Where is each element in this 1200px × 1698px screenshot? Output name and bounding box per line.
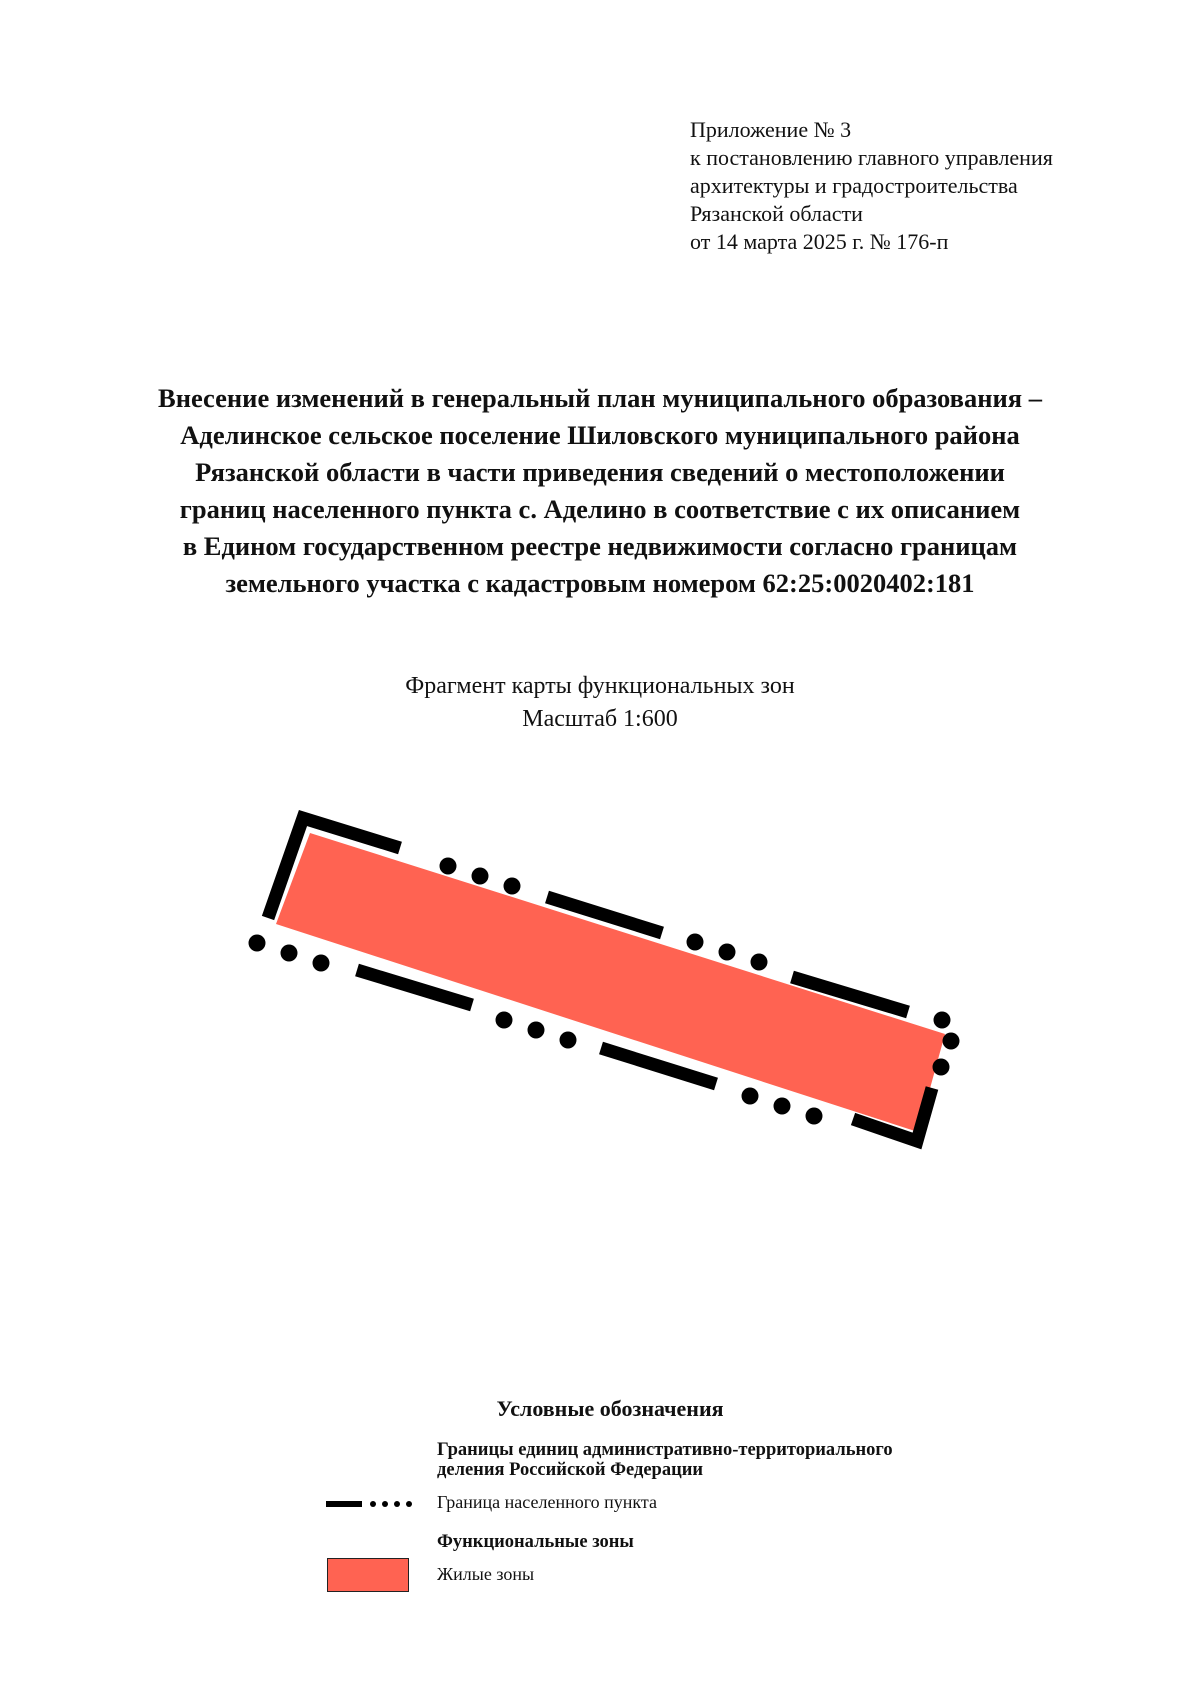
legend-boundary-symbol xyxy=(326,1497,412,1511)
legend-admin-group xyxy=(437,1440,893,1480)
legend-settlement-boundary-label: Граница населенного пункта xyxy=(437,1492,657,1512)
title-line: Внесение изменений в генеральный план муниципального образования – xyxy=(158,383,1042,413)
appendix-header xyxy=(690,116,1053,256)
legend-zones-group: Функциональные зоны xyxy=(437,1532,634,1552)
document-title xyxy=(40,380,1160,602)
appendix-line-number: Приложение № 3 xyxy=(690,117,852,142)
appendix-line-region: Рязанской области xyxy=(690,201,863,226)
title-line: в Едином государственном реестре недвижимости согласно границам xyxy=(182,531,1018,561)
map-subtitle xyxy=(300,670,900,736)
map-name: Фрагмент карты функциональных зон xyxy=(405,673,795,699)
legend-title: Условные обозначения xyxy=(496,1396,724,1421)
functional-zones-map xyxy=(0,780,1200,1200)
map-scale: Масштаб 1:600 xyxy=(522,706,678,732)
legend-admin-group-line: деления Российской Федерации xyxy=(437,1460,704,1480)
legend-admin-group-line: Границы единиц административно-территориального xyxy=(437,1440,893,1460)
legend-residential-label: Жилые зоны xyxy=(437,1564,535,1584)
legend-residential-swatch xyxy=(327,1558,409,1592)
appendix-line-date: от 14 марта 2025 г. № 176-п xyxy=(690,229,949,254)
title-line: границ населенного пункта с. Аделино в соответствие с их описанием xyxy=(179,494,1021,524)
appendix-line-resolution: к постановлению главного управления xyxy=(690,145,1053,170)
appendix-line-authority: архитектуры и градостроительства xyxy=(690,173,1018,198)
title-line: Аделинское сельское поселение Шиловского муниципального района xyxy=(180,420,1020,450)
title-line: земельного участка с кадастровым номером 62:25:0020402:181 xyxy=(225,568,975,598)
title-line: Рязанской области в части приведения сведений о местоположении xyxy=(195,457,1005,487)
